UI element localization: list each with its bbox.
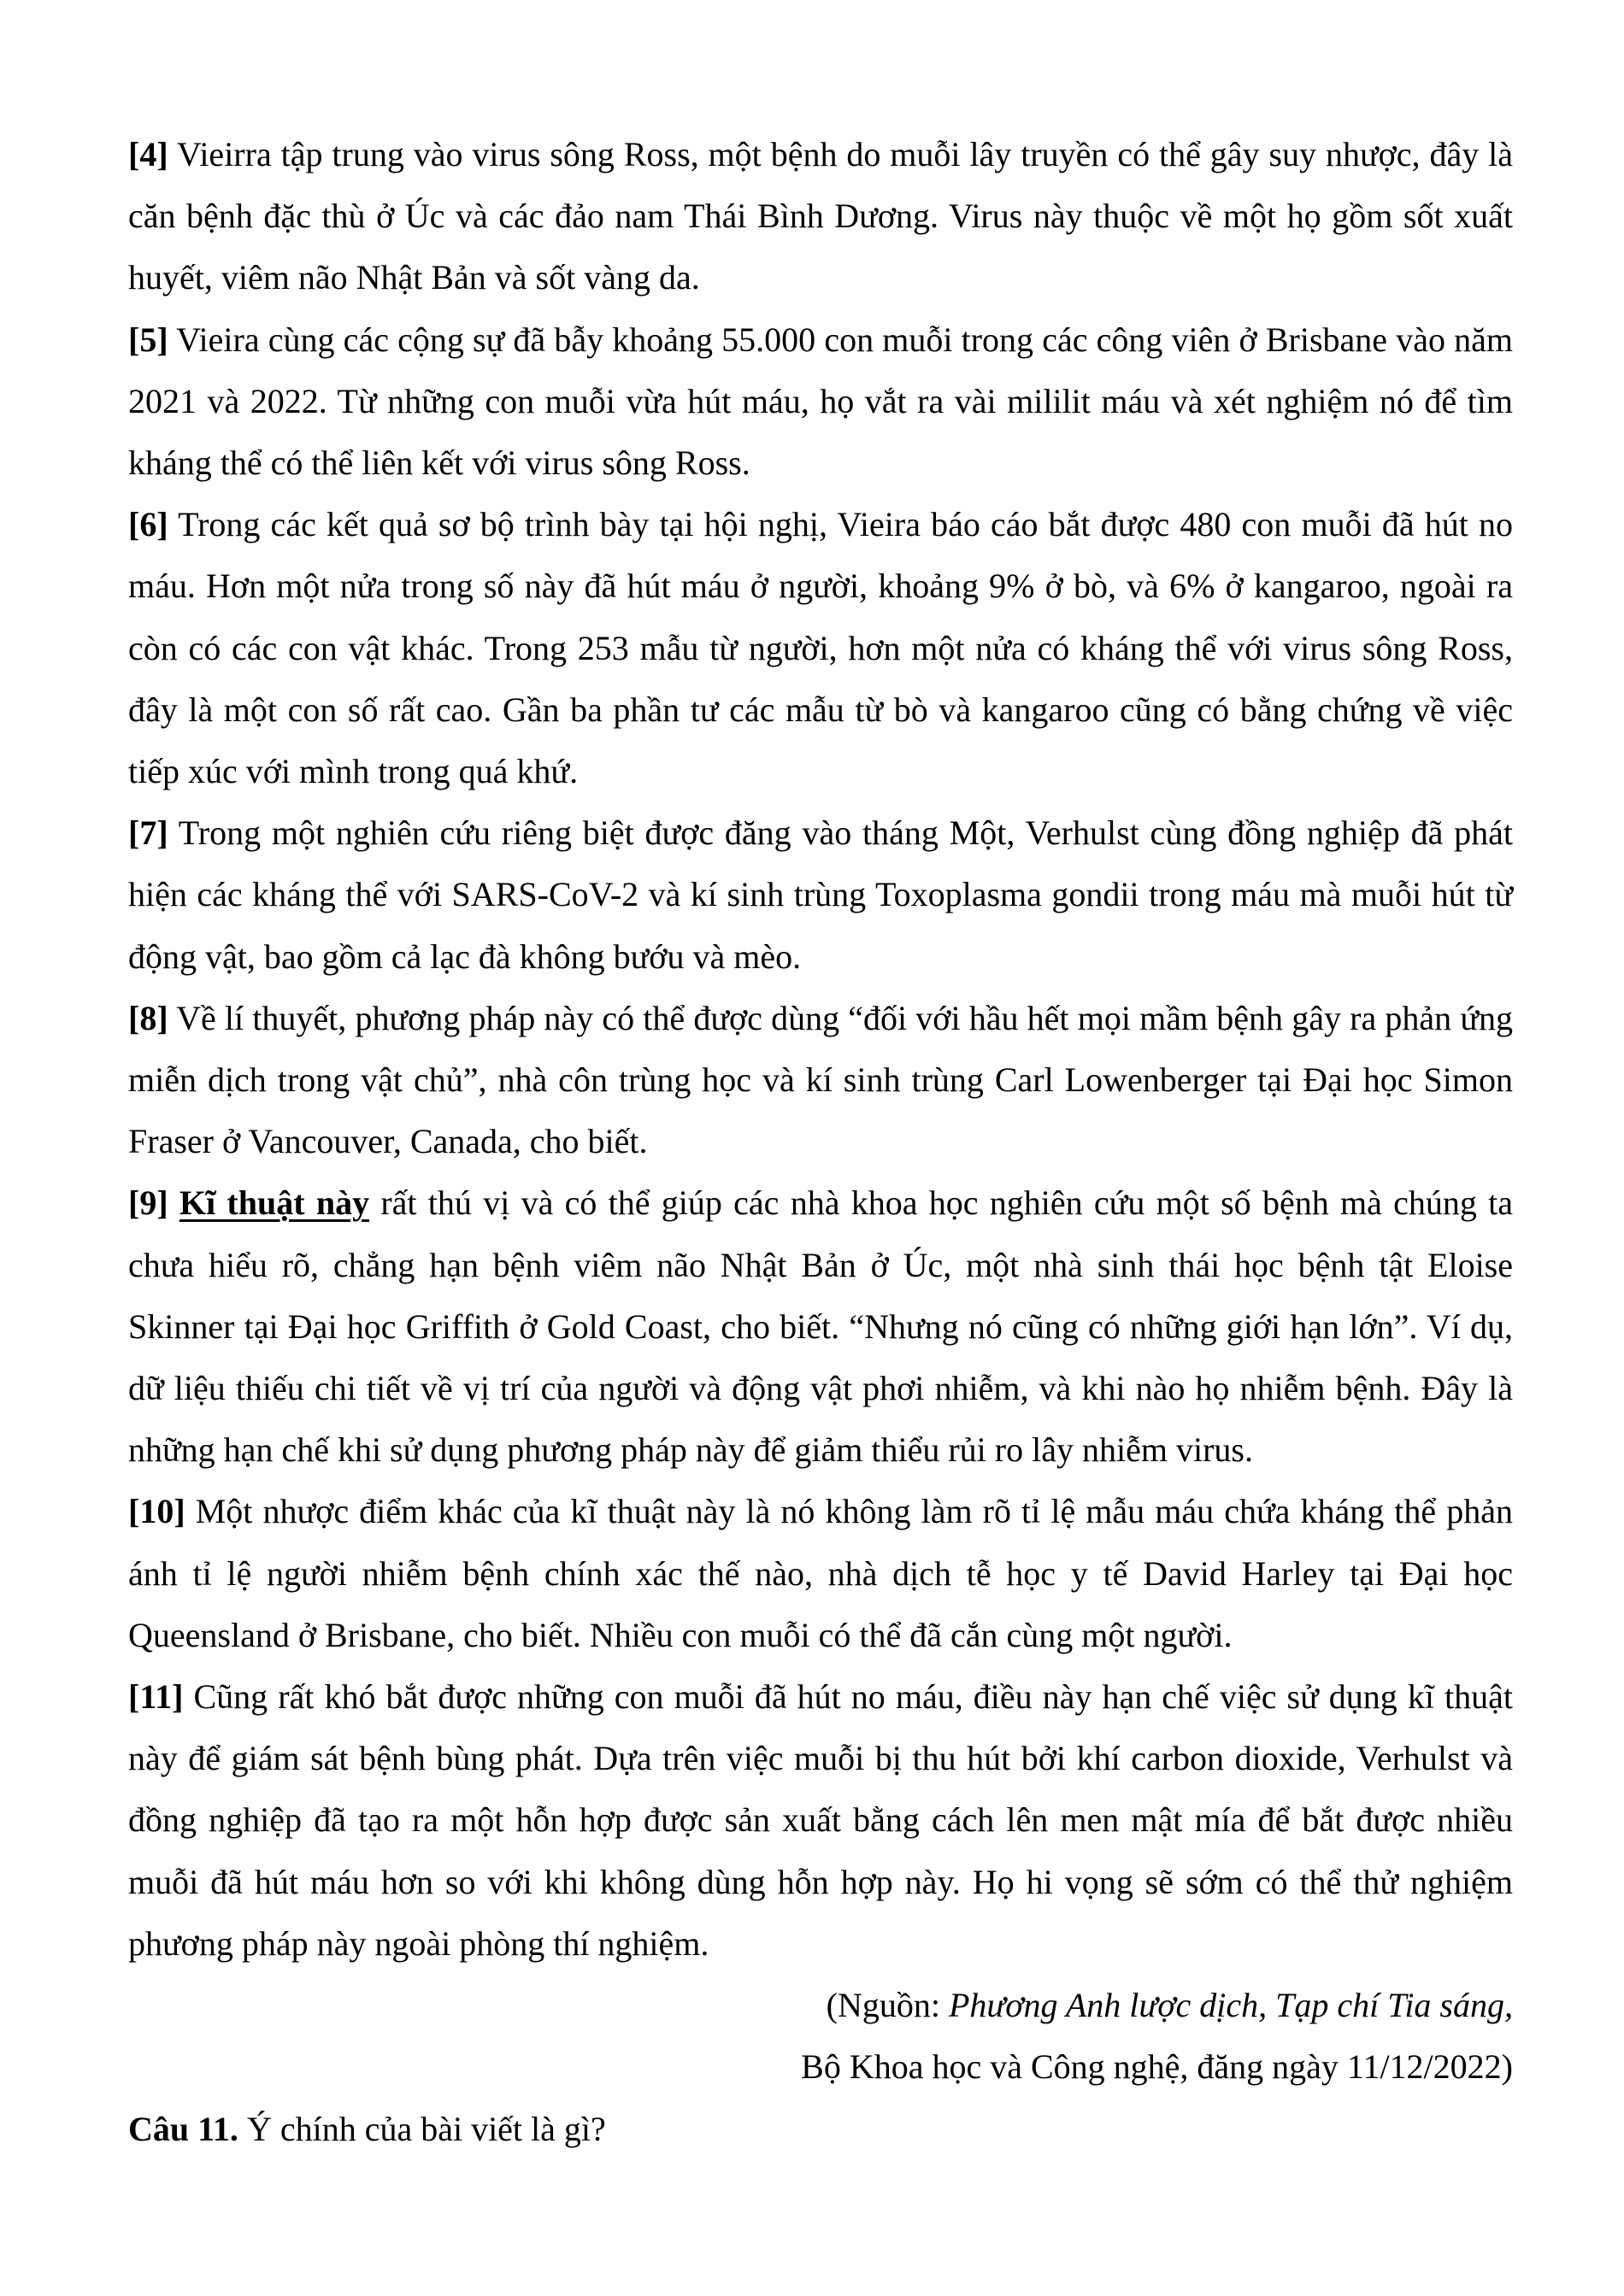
paragraph-text: Trong các kết quả sơ bộ trình bày tại hội nghị, Vieira báo cáo bắt được 480 con muỗi đã hút no máu. Hơn một nửa trong số này đã hút máu ở người, khoảng 9% ở bò, và 6% ở kangaroo, ngoài ra còn có các con vật khác. Trong 253 mẫu từ người, hơn một nửa có kháng thể với virus sông Ross, đây là một con số rất cao. Gần ba phần tư các mẫu từ bò và kangaroo cũng có bằng chứng về việc tiếp xúc với mình trong quá khứ. — [128, 505, 1513, 791]
paragraph-text: Cũng rất khó bắt được những con muỗi đã hút no máu, điều này hạn chế việc sử dụng kĩ thuật này để giám sát bệnh bùng phát. Dựa trên việc muỗi bị thu hút bởi khí carbon dioxide, Verhulst và đồng nghiệp đã tạo ra một hỗn hợp được sản xuất bằng cách lên men mật mía để bắt được nhiều muỗi đã hút máu hơn so với khi không dùng hỗn hợp này. Họ hi vọng sẽ sớm có thể thử nghiệm phương pháp này ngoài phòng thí nghiệm. — [128, 1677, 1513, 1963]
source-line-2: Bộ Khoa học và Công nghệ, đăng ngày 11/12/2022) — [801, 2047, 1513, 2087]
paragraph-number: [10] — [128, 1492, 185, 1531]
paragraph-number: [6] — [128, 505, 168, 544]
paragraph-number: [5] — [128, 320, 168, 359]
source-italic: Phương Anh lược dịch, Tạp chí Tia sáng, — [948, 1986, 1513, 2025]
paragraph-number: [8] — [128, 998, 168, 1037]
paragraph-number: [11] — [128, 1677, 184, 1717]
source-prefix: (Nguồn: — [826, 1986, 949, 2025]
document-page — [128, 124, 1513, 2160]
paragraph-number: [7] — [128, 813, 168, 853]
paragraph-4 — [128, 124, 1513, 309]
source-citation-line-2 — [128, 2036, 1513, 2098]
paragraph-8 — [128, 988, 1513, 1173]
paragraph-7 — [128, 802, 1513, 988]
paragraph-number: [4] — [128, 135, 168, 173]
paragraph-text: Vieira cùng các cộng sự đã bẫy khoảng 55.000 con muỗi trong các công viên ở Brisbane vào năm 2021 và 2022. Từ những con muỗi vừa hút máu, họ vắt ra vài mililit máu và xét nghiệm nó để tìm kháng thể có thể liên kết với virus sông Ross. — [128, 320, 1513, 483]
question-text: Ý chính của bài viết là gì? — [238, 2109, 606, 2148]
source-citation-line-1 — [128, 1975, 1513, 2036]
paragraph-text: Một nhược điểm khác của kĩ thuật này là nó không làm rõ tỉ lệ mẫu máu chứa kháng thể phản ánh tỉ lệ người nhiễm bệnh chính xác thế nào, nhà dịch tễ học y tế David Harley tại Đại học Queensland ở Brisbane, cho biết. Nhiều con muỗi có thể đã cắn cùng một người. — [128, 1492, 1513, 1654]
paragraph-5 — [128, 309, 1513, 495]
highlighted-phrase: Kĩ thuật này — [179, 1183, 370, 1223]
paragraph-9 — [128, 1172, 1513, 1481]
paragraph-11 — [128, 1666, 1513, 1975]
question-label: Câu 11. — [128, 2109, 238, 2148]
question-11 — [128, 2099, 1513, 2160]
paragraph-text: Về lí thuyết, phương pháp này có thể được dùng “đối với hầu hết mọi mầm bệnh gây ra phản ứng miễn dịch trong vật chủ”, nhà côn trùng học và kí sinh trùng Carl Lowenberger tại Đại học Simon Fraser ở Vancouver, Canada, cho biết. — [128, 998, 1513, 1161]
paragraph-text: Vieirra tập trung vào virus sông Ross, một bệnh do muỗi lây truyền có thể gây suy nhược, đây là căn bệnh đặc thù ở Úc và các đảo nam Thái Bình Dương. Virus này thuộc về một họ gồm sốt xuất huyết, viêm não Nhật Bản và sốt vàng da. — [128, 135, 1513, 297]
paragraph-10 — [128, 1481, 1513, 1666]
paragraph-text: rất thú vị và có thể giúp các nhà khoa học nghiên cứu một số bệnh mà chúng ta chưa hiểu rõ, chẳng hạn bệnh viêm não Nhật Bản ở Úc, một nhà sinh thái học bệnh tật Eloise Skinner tại Đại học Griffith ở Gold Coast, cho biết. “Nhưng nó cũng có những giới hạn lớn”. Ví dụ, dữ liệu thiếu chi tiết về vị trí của người và động vật phơi nhiễm, và khi nào họ nhiễm bệnh. Đây là những hạn chế khi sử dụng phương pháp này để giảm thiểu rủi ro lây nhiễm virus. — [128, 1183, 1514, 1470]
paragraph-text: Trong một nghiên cứu riêng biệt được đăng vào tháng Một, Verhulst cùng đồng nghiệp đã phát hiện các kháng thể với SARS-CoV-2 và kí sinh trùng Toxoplasma gondii trong máu mà muỗi hút từ động vật, bao gồm cả lạc đà không bướu và mèo. — [128, 813, 1513, 976]
paragraph-number: [9] — [128, 1183, 168, 1223]
paragraph-6 — [128, 494, 1513, 802]
